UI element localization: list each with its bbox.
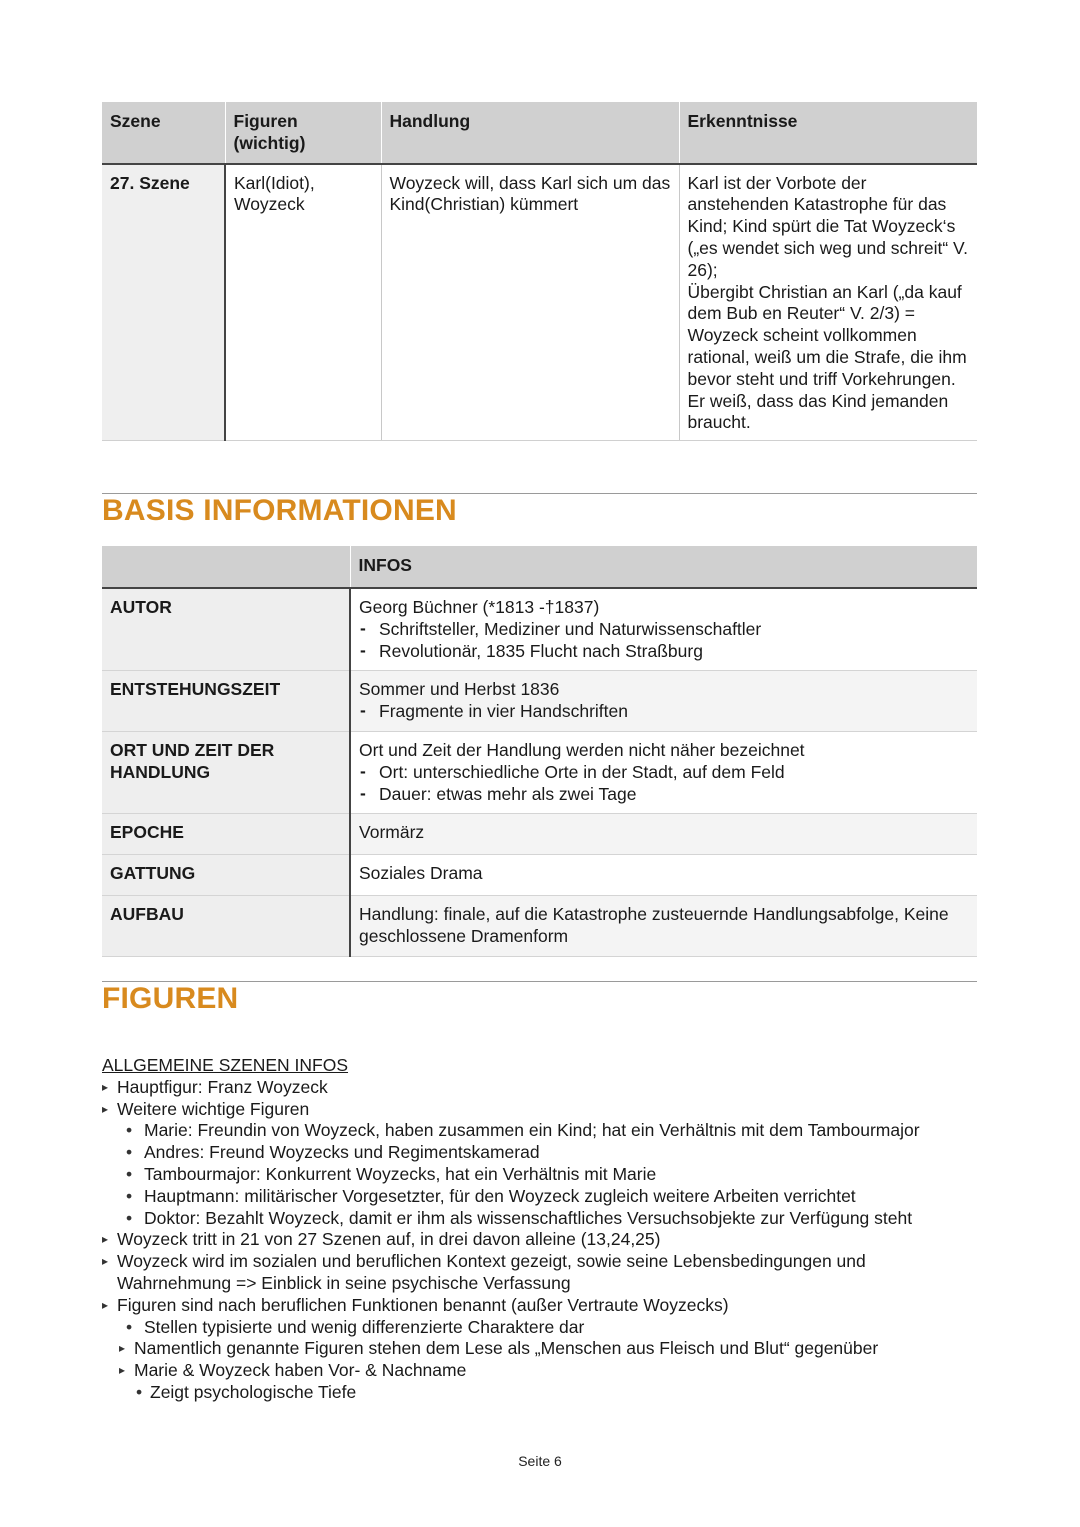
header-blank bbox=[102, 546, 350, 588]
list-item: • Marie: Freundin von Woyzeck, haben zusammen ein Kind; hat ein Verhältnis mit dem Tambourmajor bbox=[102, 1120, 982, 1142]
table-row bbox=[102, 814, 977, 855]
row-point: - Dauer: etwas mehr als zwei Tage bbox=[359, 784, 969, 806]
header-erkenntnisse: Erkenntnisse bbox=[679, 102, 977, 164]
cell-figuren: Karl(Idiot), Woyzeck bbox=[225, 164, 381, 441]
row-text: Handlung: finale, auf die Katastrophe zusteuernde Handlungsabfolge, Keine geschlossene Dramenform bbox=[359, 904, 949, 947]
scene-table-header bbox=[102, 102, 977, 164]
table-row bbox=[102, 164, 977, 441]
row-label: ORT UND ZEIT DER HANDLUNG bbox=[102, 731, 350, 813]
list-item: • Doktor: Bezahlt Woyzeck, damit er ihm als wissenschaftliches Versuchsobjekte zur Verfügung steht bbox=[102, 1208, 982, 1230]
figuren-subheading: ALLGEMEINE SZENEN INFOS bbox=[102, 1055, 349, 1075]
cell-szene: 27. Szene bbox=[102, 164, 225, 441]
header-szene: Szene bbox=[102, 102, 225, 164]
row-content bbox=[350, 731, 977, 813]
row-content bbox=[350, 671, 977, 732]
table-row bbox=[102, 671, 977, 732]
table-row bbox=[102, 855, 977, 896]
row-point: - Fragmente in vier Handschriften bbox=[359, 701, 969, 723]
scene-table bbox=[102, 102, 977, 441]
cell-erkenntnisse: Karl ist der Vorbote der anstehenden Katastrophe für das Kind; Kind spürt die Tat Woyzeck‘s („es wendet sich weg und schreit“ V. 26); Übergibt Christian an Karl („da kauf dem Bub en Reuter“ V. 2/3) = Woyzeck scheint vollkommen rational, weiß um die Strafe, die ihm bevor steht und triff Vorkehrungen. Er weiß, dass das Kind jemanden braucht. bbox=[679, 164, 977, 441]
header-figuren: Figuren (wichtig) bbox=[225, 102, 381, 164]
row-point: - Ort: unterschiedliche Orte in der Stadt, auf dem Feld bbox=[359, 762, 969, 784]
list-item: ▸ Marie & Woyzeck haben Vor- & Nachname bbox=[102, 1360, 982, 1382]
list-item: ▸ Figuren sind nach beruflichen Funktionen benannt (außer Vertraute Woyzecks) bbox=[102, 1295, 982, 1317]
list-item: • Tambourmajor: Konkurrent Woyzecks, hat ein Verhältnis mit Marie bbox=[102, 1164, 982, 1186]
list-item: ▸ Namentlich genannte Figuren stehen dem Lese als „Menschen aus Fleisch und Blut“ gegenüber bbox=[102, 1338, 982, 1360]
list-item: • Stellen typisierte und wenig differenzierte Charaktere dar bbox=[102, 1317, 982, 1339]
row-label: AUFBAU bbox=[102, 896, 350, 957]
list-item: • Andres: Freund Woyzecks und Regimentskamerad bbox=[102, 1142, 982, 1164]
table-row bbox=[102, 588, 977, 671]
row-label: AUTOR bbox=[102, 588, 350, 671]
row-content bbox=[350, 855, 977, 896]
row-text: Sommer und Herbst 1836 bbox=[359, 679, 560, 700]
row-content bbox=[350, 814, 977, 855]
row-content bbox=[350, 896, 977, 957]
basis-info-table bbox=[102, 546, 977, 957]
row-label: GATTUNG bbox=[102, 855, 350, 896]
row-text: Ort und Zeit der Handlung werden nicht näher bezeichnet bbox=[359, 739, 805, 760]
header-infos: INFOS bbox=[350, 546, 977, 588]
list-item: ▸ Woyzeck wird im sozialen und beruflichen Kontext gezeigt, sowie seine Lebensbedingungen und Wahrnehmung => Einblick in seine psychische Verfassung bbox=[102, 1251, 982, 1295]
section-title-basis: BASIS INFORMATIONEN bbox=[102, 494, 457, 527]
row-content bbox=[350, 588, 977, 671]
info-table-header bbox=[102, 546, 977, 588]
list-item: ▸ Hauptfigur: Franz Woyzeck bbox=[102, 1077, 982, 1099]
row-text: Vormärz bbox=[359, 822, 425, 843]
table-row bbox=[102, 731, 977, 813]
page-number: Seite 6 bbox=[518, 1453, 562, 1469]
figuren-section bbox=[102, 1055, 982, 1404]
row-point: - Revolutionär, 1835 Flucht nach Straßburg bbox=[359, 641, 969, 663]
row-label: ENTSTEHUNGSZEIT bbox=[102, 671, 350, 732]
section-title-figuren: FIGUREN bbox=[102, 982, 239, 1015]
row-text: Georg Büchner (*1813 -†1837) bbox=[359, 597, 600, 617]
row-label: EPOCHE bbox=[102, 814, 350, 855]
list-item: • Zeigt psychologische Tiefe bbox=[102, 1382, 982, 1404]
table-row bbox=[102, 896, 977, 957]
list-item: ▸ Woyzeck tritt in 21 von 27 Szenen auf, in drei davon alleine (13,24,25) bbox=[102, 1229, 982, 1251]
cell-handlung: Woyzeck will, dass Karl sich um das Kind(Christian) kümmert bbox=[381, 164, 679, 441]
header-handlung: Handlung bbox=[381, 102, 679, 164]
row-text: Soziales Drama bbox=[359, 863, 483, 884]
list-item: ▸ Weitere wichtige Figuren bbox=[102, 1099, 982, 1121]
row-point: - Schriftsteller, Mediziner und Naturwissenschaftler bbox=[359, 619, 969, 641]
list-item: • Hauptmann: militärischer Vorgesetzter, für den Woyzeck zugleich weitere Arbeiten verrichtet bbox=[102, 1186, 982, 1208]
